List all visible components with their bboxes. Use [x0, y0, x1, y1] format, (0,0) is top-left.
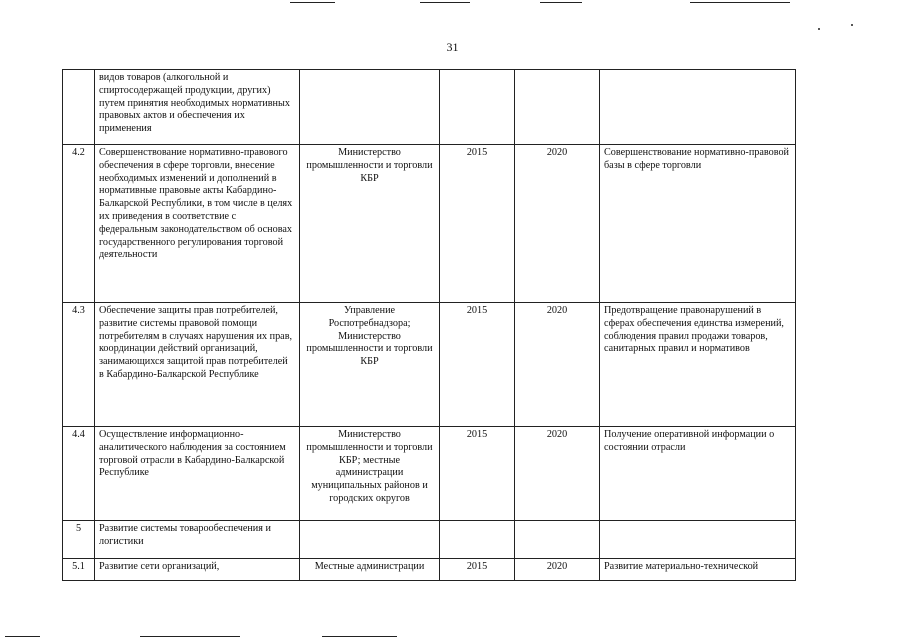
start-year-cell: [440, 70, 515, 145]
result-cell: Развитие материально-технической: [600, 559, 796, 581]
plan-table: [62, 69, 796, 581]
activity-cell: видов товаров (алкогольной и спиртосодержащей продукции, других) путем принятия необходимых нормативных правовых актов и обеспечения их применения: [95, 70, 300, 145]
scan-artifact-dot: [818, 28, 820, 30]
responsible-cell: Министерство промышленности и торговли КБР: [300, 145, 440, 303]
result-cell: Предотвращение правонарушений в сферах обеспечения единства измерений, соблюдения правил продажи товаров, санитарных правил и нормативов: [600, 303, 796, 427]
scan-artifact-line: [540, 2, 582, 3]
item-number: 5: [63, 521, 95, 559]
result-cell: [600, 521, 796, 559]
end-year-cell: 2020: [515, 145, 600, 303]
end-year-cell: 2020: [515, 303, 600, 427]
scan-artifact-line: [140, 636, 240, 637]
start-year-cell: 2015: [440, 559, 515, 581]
table-row: [63, 145, 796, 303]
item-number: [63, 70, 95, 145]
table-row: [63, 521, 796, 559]
end-year-cell: [515, 521, 600, 559]
responsible-cell: Управление Роспотребнадзора; Министерство промышленности и торговли КБР: [300, 303, 440, 427]
responsible-cell: Местные администрации: [300, 559, 440, 581]
item-number: 4.2: [63, 145, 95, 303]
result-cell: Совершенствование нормативно-правовой базы в сфере торговли: [600, 145, 796, 303]
item-number: 4.4: [63, 427, 95, 521]
activity-cell: Развитие системы товарообеспечения и логистики: [95, 521, 300, 559]
responsible-cell: [300, 521, 440, 559]
table-row: [63, 303, 796, 427]
activity-cell: Обеспечение защиты прав потребителей, развитие системы правовой помощи потребителям в случаях нарушения их прав, координации действий организаций, занимающихся защитой прав потребителей в Кабардино-Балкарской Республике: [95, 303, 300, 427]
start-year-cell: [440, 521, 515, 559]
scan-artifact-line: [322, 636, 397, 637]
scan-artifact-line: [420, 2, 470, 3]
start-year-cell: 2015: [440, 427, 515, 521]
start-year-cell: 2015: [440, 145, 515, 303]
result-cell: [600, 70, 796, 145]
result-cell: Получение оперативной информации о состоянии отрасли: [600, 427, 796, 521]
item-number: 4.3: [63, 303, 95, 427]
end-year-cell: 2020: [515, 559, 600, 581]
scan-artifact-line: [290, 2, 335, 3]
table-row: [63, 559, 796, 581]
end-year-cell: 2020: [515, 427, 600, 521]
scan-artifact-line: [690, 2, 790, 3]
responsible-cell: [300, 70, 440, 145]
end-year-cell: [515, 70, 600, 145]
responsible-cell: Министерство промышленности и торговли КБР; местные администрации муниципальных районов и городских округов: [300, 427, 440, 521]
table-row: [63, 427, 796, 521]
activity-cell: Осуществление информационно-аналитического наблюдения за состоянием торговой отрасли в Кабардино-Балкарской Республике: [95, 427, 300, 521]
table-row: [63, 70, 796, 145]
item-number: 5.1: [63, 559, 95, 581]
activity-cell: Развитие сети организаций,: [95, 559, 300, 581]
activity-cell: Совершенствование нормативно-правового обеспечения в сфере торговли, внесение необходимых изменений и дополнений в нормативные правовые акты Кабардино-Балкарской Республики, в том числе в целях их приведения в соответствие с федеральным законодательством об основах государственного регулирования торговой деятельности: [95, 145, 300, 303]
start-year-cell: 2015: [440, 303, 515, 427]
scan-artifact-line: [5, 636, 40, 637]
scan-artifact-dot: [851, 24, 853, 26]
page-number: 31: [446, 40, 459, 54]
